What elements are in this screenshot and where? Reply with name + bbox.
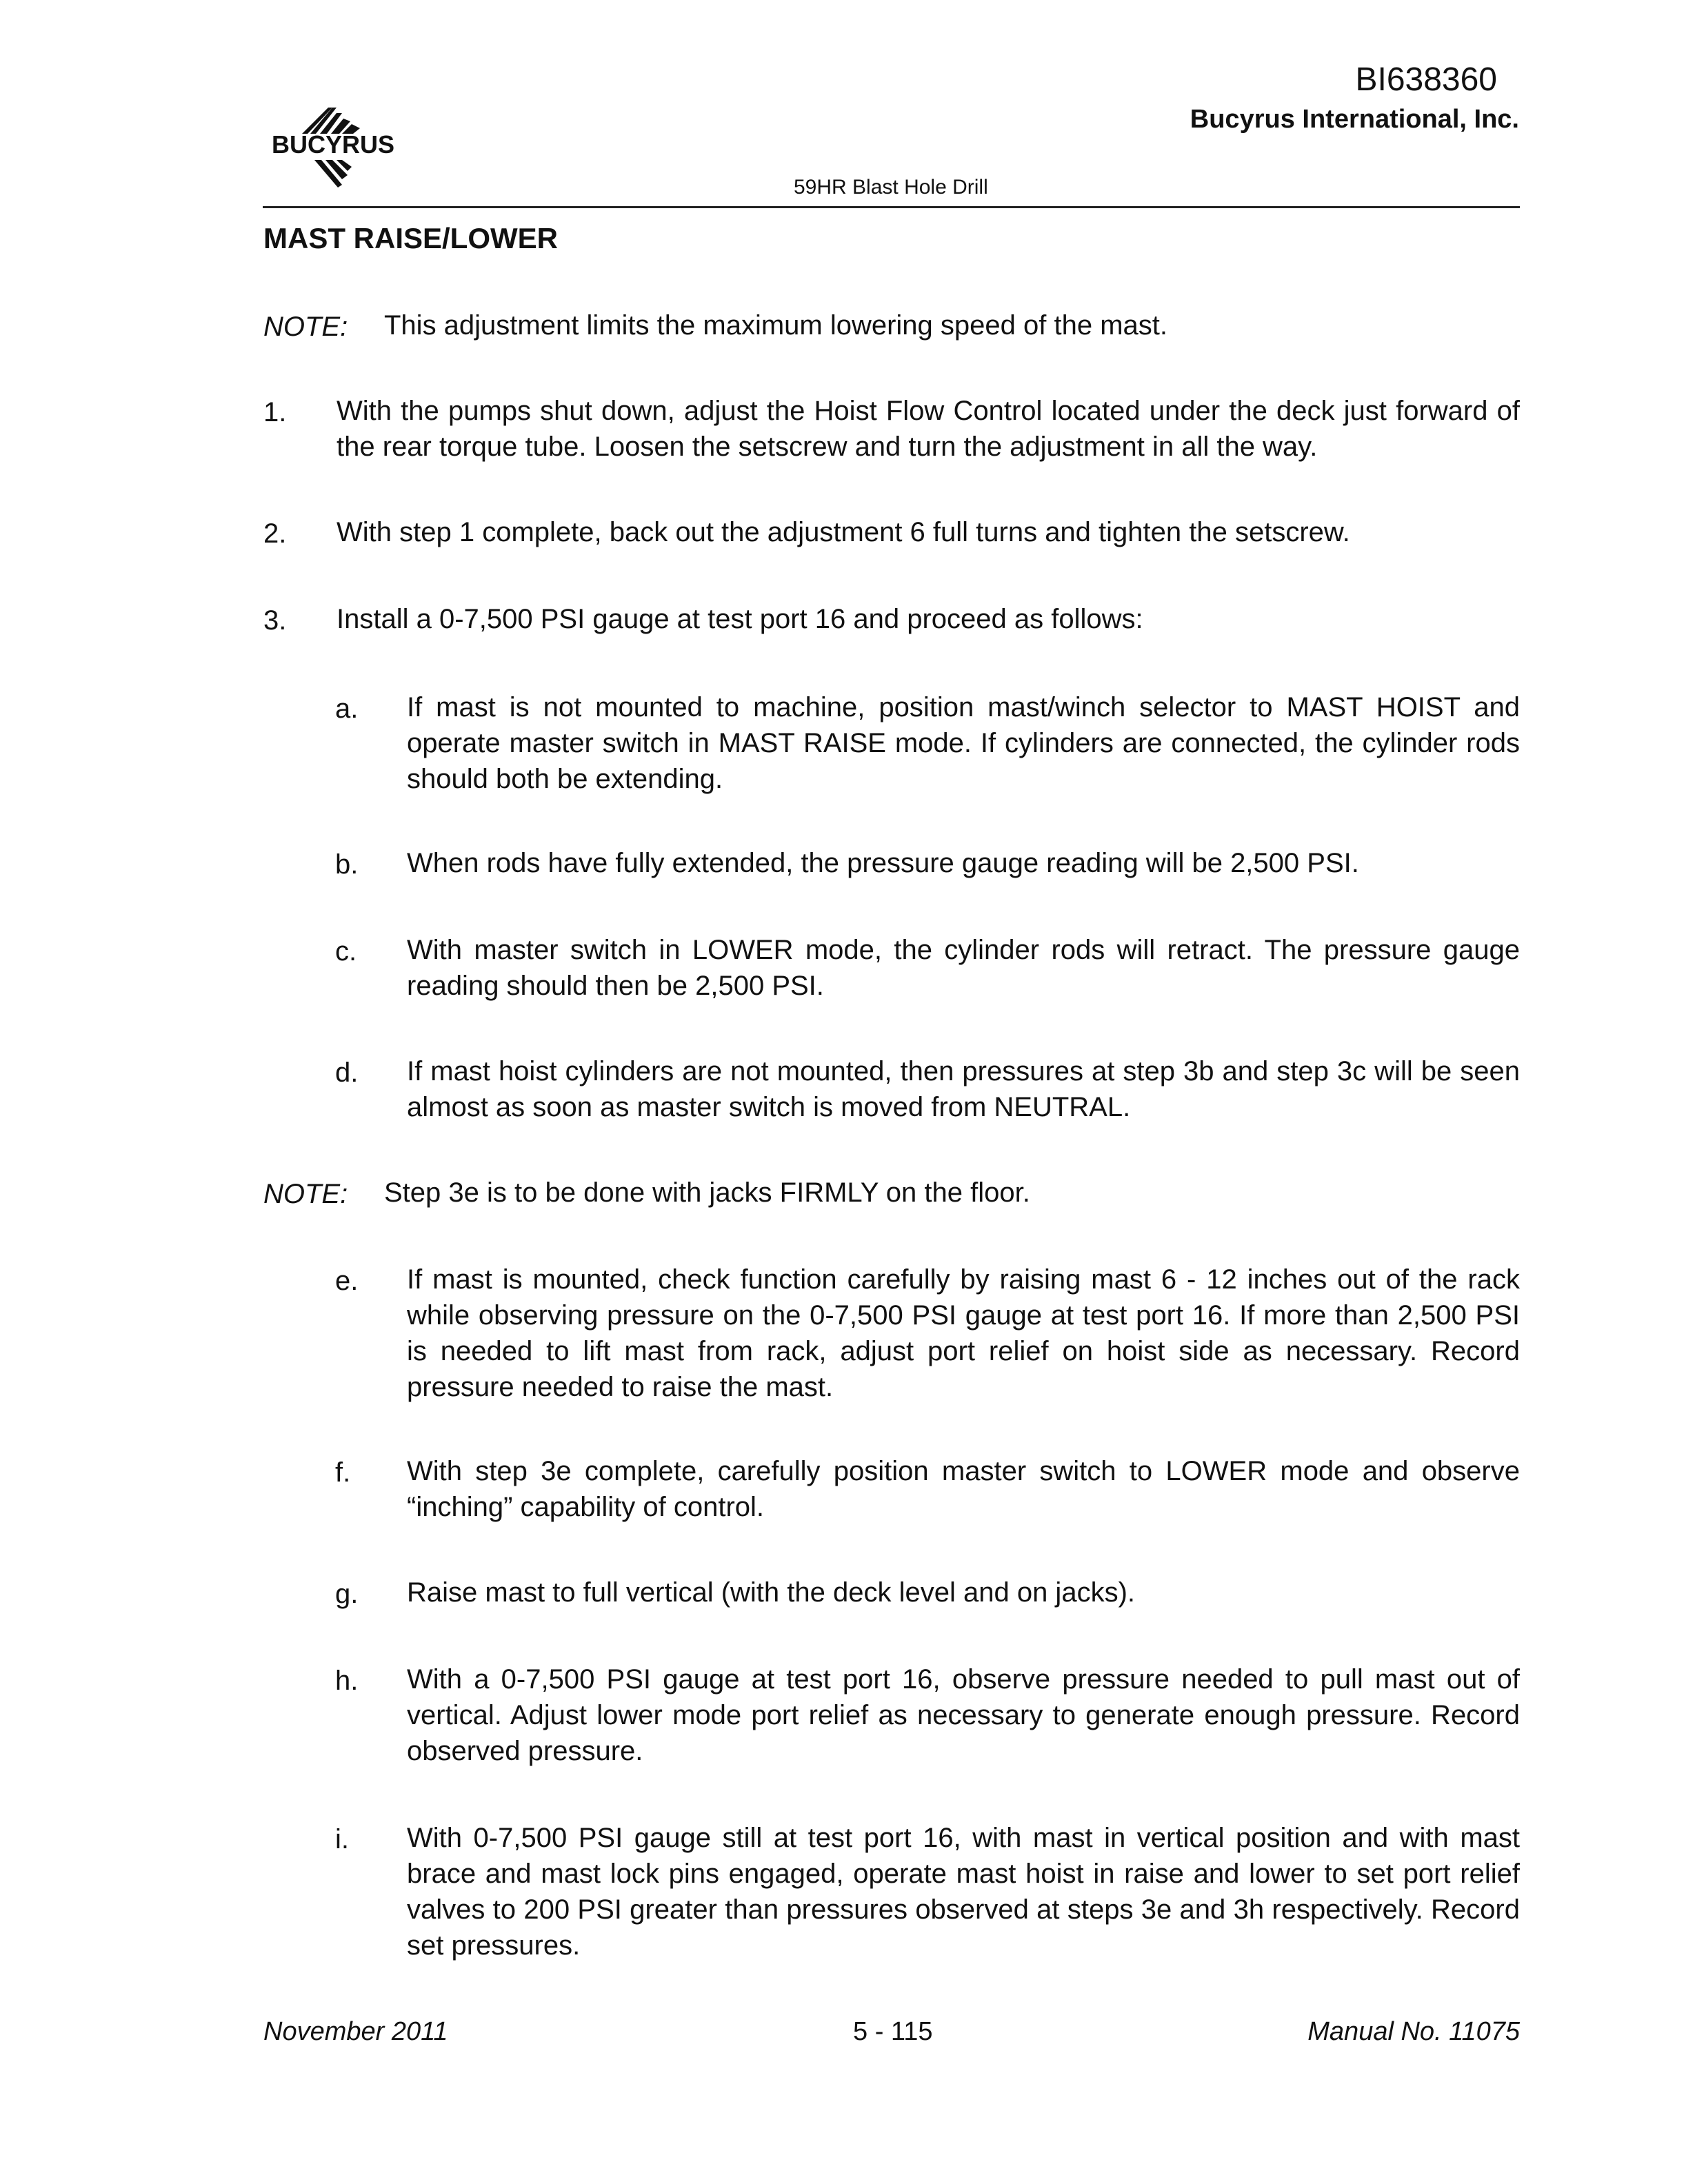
substep-text: With step 3e complete, carefully position master switch to LOWER mode and observe “inching” capability of control. <box>407 1456 1520 1522</box>
substep-text: With a 0-7,500 PSI gauge at test port 16, observe pressure needed to pull mast out of vertical. Adjust lower mode port relief as necessary to generate enough pressure. Record observed pressure. <box>407 1664 1520 1766</box>
document-subtitle: 59HR Blast Hole Drill <box>794 176 988 199</box>
substep-letter: f. <box>335 1457 351 1488</box>
logo-wordmark: BUCYRUS <box>271 130 395 159</box>
section-title: MAST RAISE/LOWER <box>263 222 558 254</box>
substep-text: If mast is mounted, check function carefully by raising mast 6 - 12 inches out of the rack while observing pressure on the 0-7,500 PSI gauge at test port 16. If more than 2,500 PSI is needed to lift mast from rack, adjust port relief on hoist side as necessary. Record pressure needed to raise the mast. <box>407 1264 1520 1402</box>
substep-letter: a. <box>335 694 359 724</box>
step-text: With step 1 complete, back out the adjustment 6 full turns and tighten the setscrew. <box>337 517 1350 547</box>
substep-letter: h. <box>335 1666 359 1696</box>
substep-text: Raise mast to full vertical (with the deck level and on jacks). <box>407 1577 1135 1608</box>
substep-letter: c. <box>335 936 357 967</box>
step-number: 2. <box>263 518 287 549</box>
note-text: Step 3e is to be done with jacks FIRMLY on the floor. <box>384 1177 1030 1208</box>
note-label: NOTE: <box>263 312 348 342</box>
manual-number: Manual No. 11075 <box>1307 2017 1520 2046</box>
substep-text: If mast hoist cylinders are not mounted, then pressures at step 3b and step 3c will be seen almost as soon as master switch is moved from NEUTRAL. <box>407 1056 1520 1122</box>
substep-letter: d. <box>335 1058 359 1088</box>
header-rule <box>263 206 1520 208</box>
substep-text: If mast is not mounted to machine, position mast/winch selector to MAST HOIST and operate master switch in MAST RAISE mode. If cylinders are connected, the cylinder rods should both be extending. <box>407 692 1520 794</box>
company-name: Bucyrus International, Inc. <box>1190 105 1519 134</box>
step-text: With the pumps shut down, adjust the Hoist Flow Control located under the deck just forward of the rear torque tube. Loosen the setscrew and turn the adjustment in all the way. <box>337 396 1520 462</box>
substep-letter: g. <box>335 1579 359 1609</box>
step-number: 3. <box>263 605 287 636</box>
page-number: 5 - 115 <box>853 2017 933 2046</box>
substep-letter: e. <box>335 1266 359 1296</box>
substep-letter: i. <box>335 1824 349 1854</box>
substep-text: With master switch in LOWER mode, the cylinder rods will retract. The pressure gauge reading should then be 2,500 PSI. <box>407 935 1520 1001</box>
step-number: 1. <box>263 397 287 427</box>
footer-date: November 2011 <box>263 2017 448 2046</box>
substep-letter: b. <box>335 849 359 880</box>
document-id: BI638360 <box>1355 61 1497 98</box>
substep-text: With 0-7,500 PSI gauge still at test port 16, with mast in vertical position and with mast brace and mast lock pins engaged, operate mast hoist in raise and lower to set port relief valves to 200 PSI greater than pressures observed at steps 3e and 3h respectively. Record set pressures. <box>407 1823 1520 1961</box>
step-text: Install a 0-7,500 PSI gauge at test port 16 and proceed as follows: <box>337 604 1143 634</box>
note-label: NOTE: <box>263 1179 348 1209</box>
bucyrus-logo <box>261 103 405 192</box>
substep-text: When rods have fully extended, the pressure gauge reading will be 2,500 PSI. <box>407 848 1359 878</box>
note-text: This adjustment limits the maximum lowering speed of the mast. <box>384 310 1167 341</box>
